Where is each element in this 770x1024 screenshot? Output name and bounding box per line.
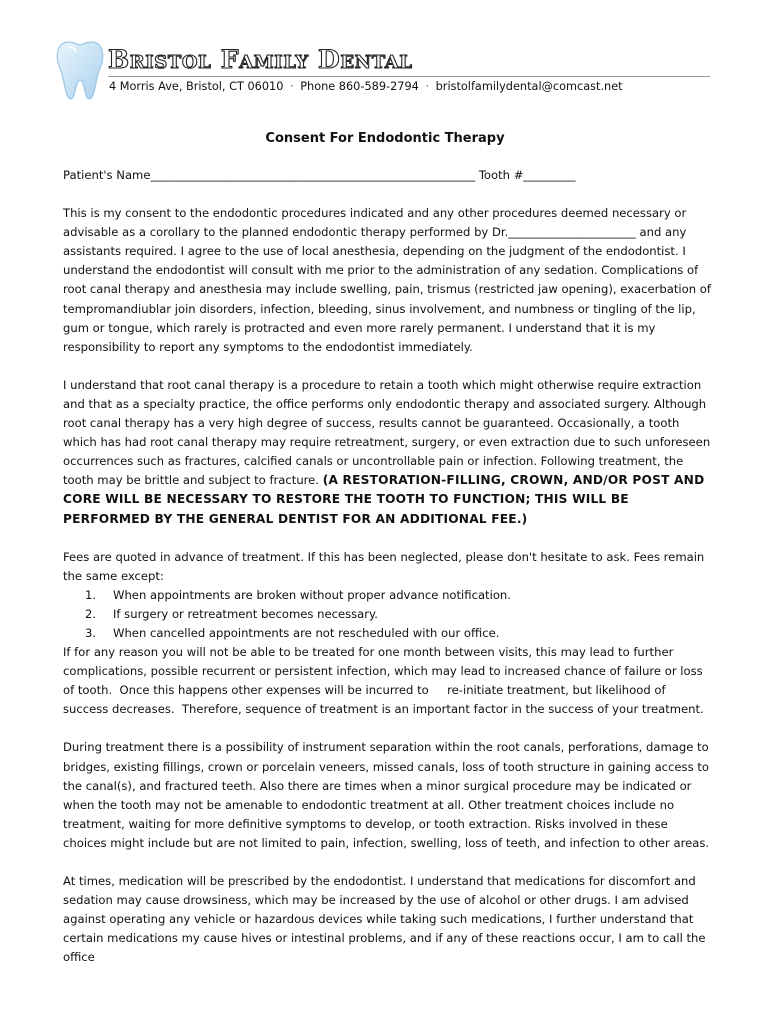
root-canal-text: I understand that root canal therapy is a procedure to retain a tooth which might otherwise require extraction and that as a specialty practice, the office performs only endodontic therapy and associated surgery. Although root canal therapy has a very high degree of success, results cannot be guaranteed. Occasionally, a tooth which has had root canal therapy may require retreatment, surgery, or even extraction due to such unforeseen occurrences such as fractures, calcified canals or uncontrollable pain or infection. Following treatment, the tooth may be brittle and subject to fracture. bbox=[63, 377, 711, 488]
document-body bbox=[63, 166, 713, 986]
patient-name-label: Patient's Name bbox=[63, 168, 151, 182]
fees-intro: Fees are quoted in advance of treatment. If this has been neglected, please don't hesitate to ask. Fees remain the same except: bbox=[63, 549, 705, 583]
consent-text: This is my consent to the endodontic procedures indicated and any other procedures deemed necessary or advisable as a corollary to the planned endodontic therapy performed by Dr. bbox=[63, 206, 687, 240]
restoration-notice: (A RESTORATION-FILLING, CROWN, AND/OR POST AND CORE WILL BE NECESSARY TO RESTORE THE TOOTH TO FUNCTION; THIS WILL BE PERFORMED BY THE GENERAL DENTIST FOR AN ADDITIONAL FEE.) bbox=[63, 473, 705, 526]
list-text: When appointments are broken without proper advance notification. bbox=[113, 587, 511, 602]
list-number: 1. bbox=[85, 587, 97, 602]
contact-line bbox=[109, 80, 623, 93]
risks-paragraph: During treatment there is a possibility of instrument separation within the root canals, perforations, damage to bridges, existing fillings, crown or porcelain veneers, missed canals, loss of tooth structure in gaining access to the canal(s), and fractured teeth. Also there are times when a minor surgical procedure may be indicated or when the tooth may not be amenable to endodontic treatment at all. Other treatment choices include no treatment, waiting for more definitive symptoms to develop, or tooth extraction. Risks involved in these choices might include but are not limited to pain, infection, swelling, loss of teeth, and infection to other areas. bbox=[63, 740, 710, 850]
list-item bbox=[85, 624, 713, 643]
patient-name-field[interactable]: ________________________________________________________ bbox=[150, 168, 476, 182]
consent-paragraph bbox=[63, 204, 713, 357]
document-title: Consent For Endodontic Therapy bbox=[265, 131, 505, 146]
list-text: When cancelled appointments are not rescheduled with our office. bbox=[113, 625, 500, 640]
address: 4 Morris Ave, Bristol, CT 06010 bbox=[109, 80, 284, 93]
practice-name: Bristol Family Dental bbox=[108, 45, 413, 74]
list-text: If surgery or retreatment becomes necessary. bbox=[113, 606, 378, 621]
medication-paragraph: At times, medication will be prescribed by the endodontist. I understand that medications for discomfort and sedation may cause drowsiness, which may be increased by the use of alcohol or other drugs. I am advised against operating any vehicle or hazardous devices while taking such medications, I further understand that certain medications my cause hives or intestinal problems, and if any of these reactions occur, I am to call the office bbox=[63, 874, 706, 965]
root-canal-paragraph bbox=[63, 376, 713, 529]
doctor-name-field[interactable]: ______________________ bbox=[508, 225, 636, 240]
list-number: 3. bbox=[85, 625, 97, 640]
treatment-delay-paragraph: If for any reason you will not be able to be treated for one month between visits, this may lead to further complications, possible recurrent or persistent infection, which may lead to increased chance of failure or loss of tooth. Once this happens other expenses will be incurred to re-initiate treatment, but likelihood of success decreases. Therefore, sequence of treatment is an important factor in the success of your treatment. bbox=[63, 645, 707, 717]
list-number: 2. bbox=[85, 606, 97, 621]
separator: · bbox=[425, 80, 430, 93]
tooth-number-label: Tooth # bbox=[478, 168, 524, 182]
separator: · bbox=[290, 80, 294, 93]
phone: Phone 860-589-2794 bbox=[300, 80, 419, 93]
tooth-number-field[interactable]: _________ bbox=[523, 168, 576, 182]
consent-text-cont: and any assistants required. I agree to the use of local anesthesia, depending on the judgment of the endodontist. I understand the endodontist will consult with me prior to the administration of any sedation. Complications of root canal therapy and anesthesia may include swelling, pain, trismus (restricted jaw opening), exacerbation of tempromandiublar join disorders, infection, bleeding, sinus involvement, and numbness or tingling of the lip, gum or tongue, which rarely is protracted and even more rarely permanent. I understand that it is my responsibility to report any symptoms to the endodontist immediately. bbox=[63, 225, 711, 354]
tooth-icon bbox=[54, 40, 106, 102]
patient-line bbox=[63, 166, 713, 185]
list-item bbox=[85, 605, 713, 624]
letterhead-divider bbox=[108, 76, 710, 77]
fees-exceptions-list bbox=[63, 586, 713, 643]
list-item bbox=[85, 586, 713, 605]
letterhead bbox=[0, 0, 770, 110]
email: bristolfamilydental@comcast.net bbox=[435, 80, 623, 93]
